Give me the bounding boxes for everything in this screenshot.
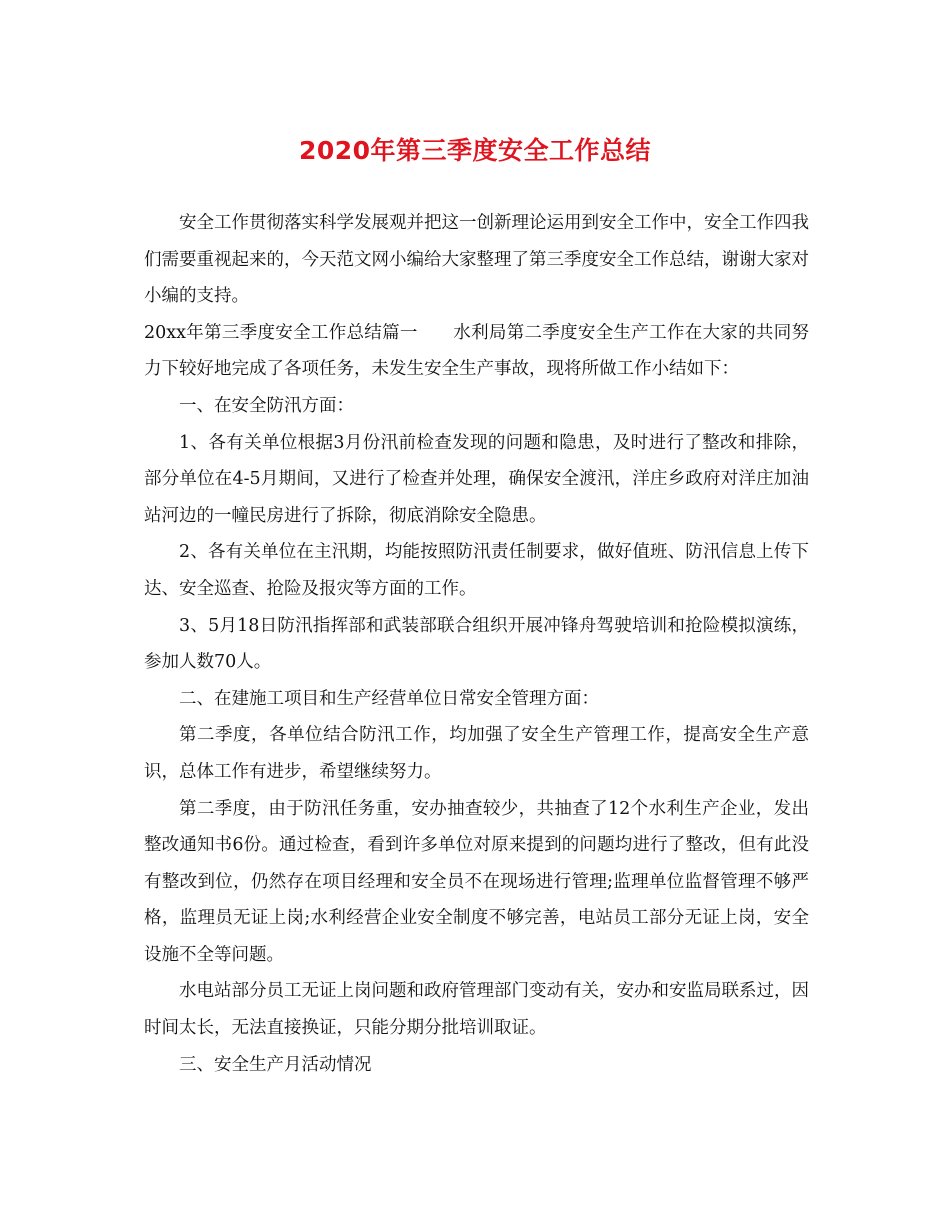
document-body xyxy=(144,205,809,1083)
paragraph-q2-inspection: 第二季度，由于防汛任务重，安办抽查较少，共抽查了12个水利生产企业，发出整改通知书6份。通过检查，看到许多单位对原来提到的问题均进行了整改，但有此没有整改到位，仍然存在项目经理和安全员不在现场进行管理;监理单位监督管理不够严格，监理员无证上岗;水利经营企业安全制度不够完善，电站员工部分无证上岗，安全设施不全等问题。 xyxy=(144,798,809,965)
paragraph-q2-overview: 第二季度，各单位结合防汛工作，均加强了安全生产管理工作，提高安全生产意识，总体工作有进步，希望继续努力。 xyxy=(144,725,809,782)
paragraph-section-opening: 20xx年第三季度安全工作总结篇一 水利局第二季度安全生产工作在大家的共同努力下较好地完成了各项任务，未发生安全生产事故，现将所做工作小结如下： xyxy=(144,322,809,380)
paragraph-item-2: 2、各有关单位在主汛期，均能按照防汛责任制要求，做好值班、防汛信息上传下达、安全巡查、抢险及报灾等方面的工作。 xyxy=(144,542,809,599)
heading-safety-month: 三、安全生产月活动情况 xyxy=(179,1054,372,1075)
heading-construction-safety: 二、在建施工项目和生产经营单位日常安全管理方面： xyxy=(179,688,599,709)
paragraph-item-1: 1、各有关单位根据3月份汛前检查发现的问题和隐患，及时进行了整改和排除，部分单位在4-5月期间，又进行了检查并处理，确保安全渡汛，洋庄乡政府对洋庄加油站河边的一幢民房进行了拆除，彻底消除安全隐患。 xyxy=(144,432,809,526)
paragraph-item-3: 3、5月18日防汛指挥部和武装部联合组织开展冲锋舟驾驶培训和抢险模拟演练，参加人数70人。 xyxy=(144,615,809,673)
document-title: 2020年第三季度安全工作总结 xyxy=(298,136,652,165)
paragraph-intro: 安全工作贯彻落实科学发展观并把这一创新理论运用到安全工作中，安全工作四我们需要重视起来的，今天范文网小编给大家整理了第三季度安全工作总结，谢谢大家对小编的支持。 xyxy=(144,213,809,307)
heading-flood-safety: 一、在安全防汛方面： xyxy=(179,395,354,416)
paragraph-hydropower-staff: 水电站部分员工无证上岗问题和政府管理部门变动有关，安办和安监局联系过，因时间太长，无法直接换证，只能分期分批培训取证。 xyxy=(144,981,809,1039)
